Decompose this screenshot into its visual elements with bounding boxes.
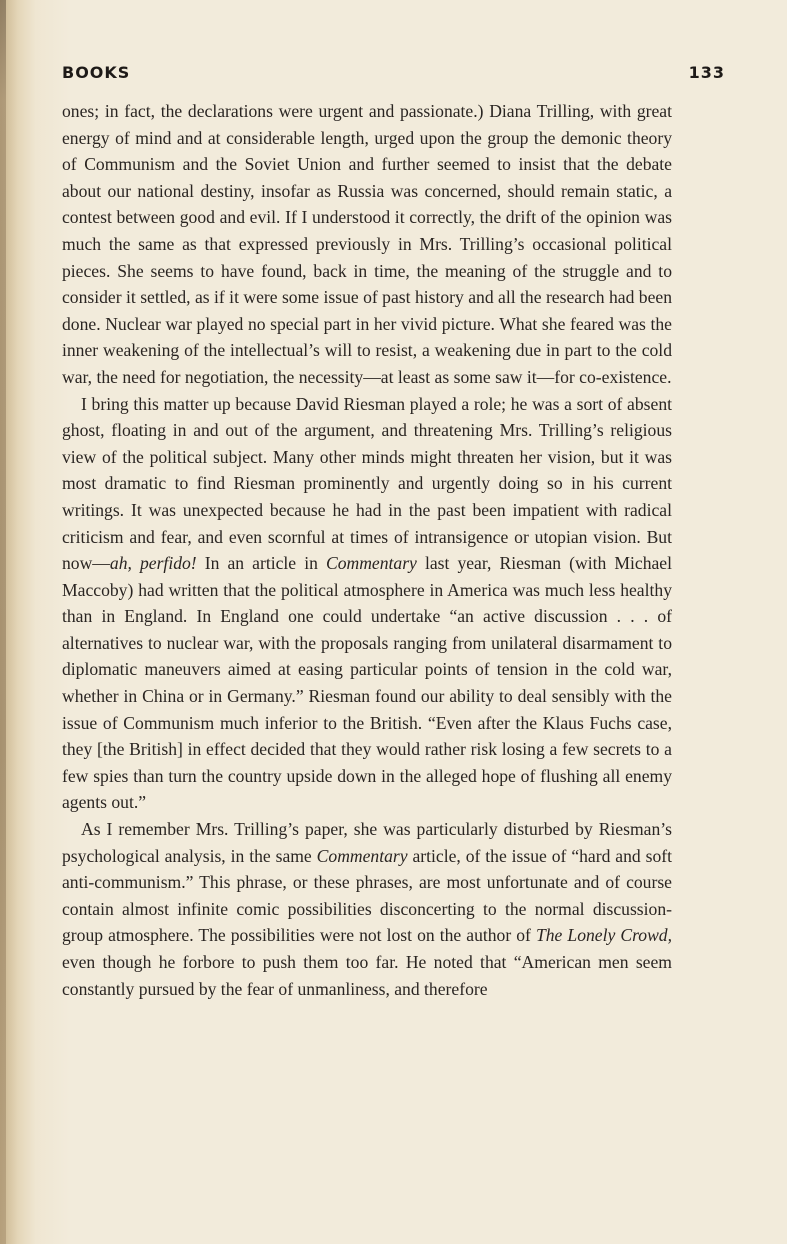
paragraph-1 [62, 98, 672, 391]
paragraph-3 [62, 816, 672, 1002]
italic-title-commentary-2: Commentary [316, 845, 408, 866]
paragraph-3-text-c: even though he forbore to push them too far. He noted that “American men seem constantly pursued by the fear of unmanliness, and therefore [62, 952, 672, 999]
italic-phrase-perfido: ah, perfido! [109, 553, 197, 574]
body-text [62, 98, 672, 1002]
paragraph-3-text-b: article, of the issue of “hard and soft anti-communism.” This phrase, or these phrases, are most unfortunate and of course contain almost infinite comic possibilities disconcerting to the normal discussion-group atmosphere. The possibilities were not lost on the author of [62, 845, 672, 946]
paragraph-2-text-b: In an article in [196, 553, 326, 574]
binding-edge [0, 0, 6, 1244]
paragraph-2-text-c: last year, Riesman (with Michael Maccoby) had written that the political atmosphere in America was much less healthy than in England. In England one could undertake “an active discussion . . . of alternatives to nuclear war, with the proposals ranging from unilateral disarmament to diplomatic maneuvers aimed at easing particular points of tension in the cold war, whether in China or in Germany.” Riesman found our ability to deal sensibly with the issue of Communism much inferior to the British. “Even after the Klaus Fuchs case, they [the British] in effect decided that they would rather risk losing a few secrets to a few spies than turn the country upside down in the alleged hope of flushing all enemy agents out.” [62, 553, 673, 813]
italic-title-lonely-crowd: The Lonely Crowd, [535, 925, 672, 946]
paragraph-3-text-a: As I remember Mrs. Trilling’s paper, she was particularly disturbed by Riesman’s psychological analysis, in the same [62, 819, 672, 866]
section-title: BOOKS [62, 62, 131, 82]
paragraph-2 [62, 391, 672, 817]
page-number: 133 [688, 62, 725, 82]
italic-title-commentary: Commentary [325, 553, 417, 574]
paragraph-1-text: ones; in fact, the declarations were urgent and passionate.) Diana Trilling, with great energy of mind and at considerable length, urged upon the group the demonic theory of Communism and the Soviet Union and further seemed to insist that the debate about our national destiny, insofar as Russia was concerned, should remain static, a contest between good and evil. If I understood it correctly, the drift of the opinion was much the same as that expressed previously in Mrs. Trilling’s occasional political pieces. She seems to have found, back in time, the meaning of the struggle and to consider it settled, as if it were some issue of past history and all the research had been done. Nuclear war played no special part in her vivid picture. What she feared was the inner weakening of the intellectual’s will to resist, a weakening due in part to the cold war, the need for negotiation, the necessity—at least as some saw it—for co-existence. [62, 101, 672, 387]
paragraph-2-text-a: I bring this matter up because David Riesman played a role; he was a sort of absent ghost, floating in and out of the argument, and threatening Mrs. Trilling’s religious view of the political subject. Many other minds might threaten her vision, but it was most dramatic to find Riesman prominently and urgently doing so in his current writings. It was unexpected because he had in the past been impatient with radical criticism and fear, and even scornful at times of intransigence or utopian vision. But now— [62, 393, 672, 574]
running-header [62, 60, 725, 84]
